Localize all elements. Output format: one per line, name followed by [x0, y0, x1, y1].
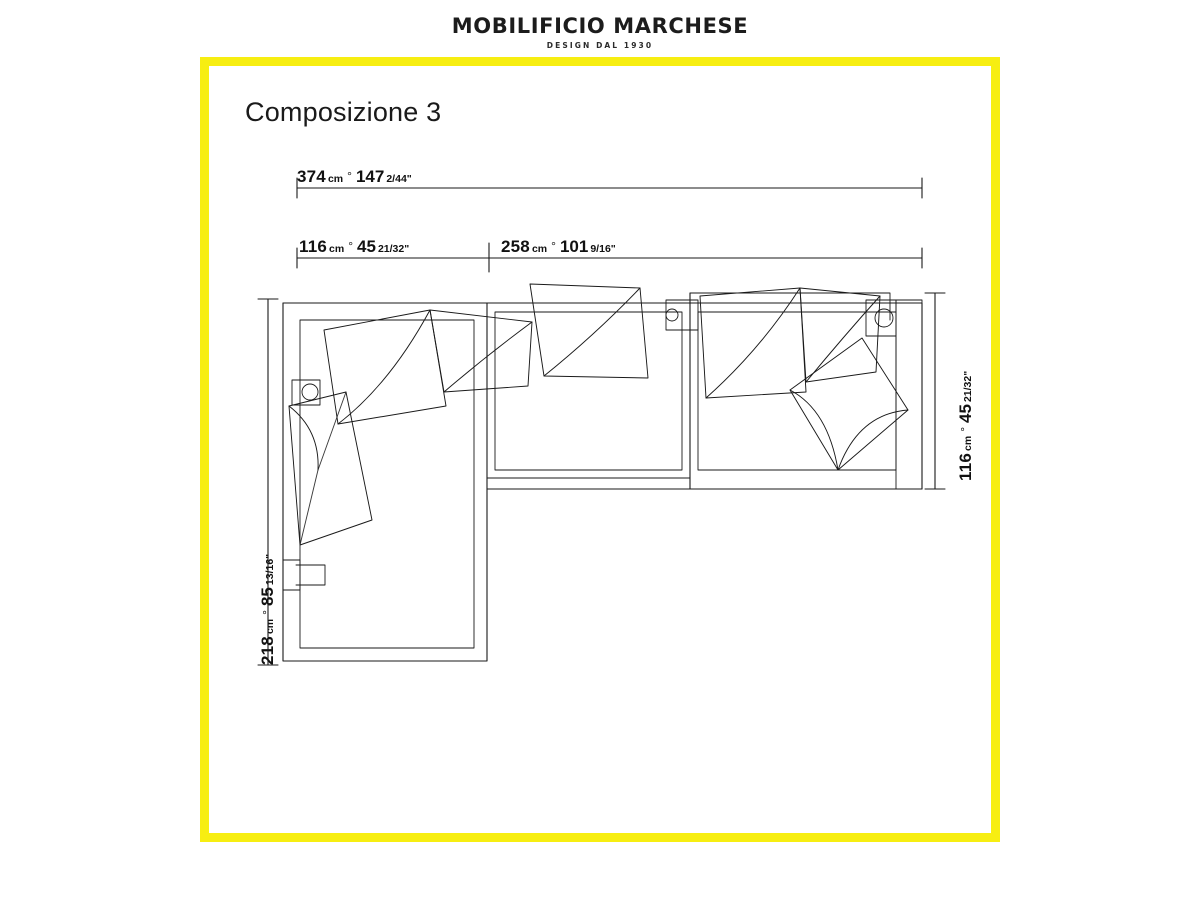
dimension-left-segment-separator: ° [348, 239, 354, 253]
dimension-right-segment-separator: ° [551, 239, 556, 253]
dimension-total-width [297, 167, 412, 187]
dimension-right-segment-in-fraction: 9/16" [590, 243, 616, 255]
dimension-total-width-cm: 374 [297, 167, 326, 186]
dimension-left-segment-cm: 116 [299, 237, 328, 256]
dimension-left-segment [299, 237, 409, 257]
dimension-total-width-in-fraction: 2/44" [386, 173, 412, 185]
dimension-right-segment-cm-unit: cm [531, 243, 548, 255]
page-title: Composizione 3 [245, 97, 442, 127]
dimension-left-depth-in-fraction: 13/16" [264, 553, 276, 586]
dimension-left-depth-cm-unit: cm [264, 618, 276, 635]
dimension-total-width-cm-unit: cm [327, 173, 344, 185]
dimension-right-segment [501, 237, 616, 257]
dimension-right-depth-cm-unit: cm [962, 435, 974, 451]
dimension-left-depth-separator: ° [260, 610, 274, 615]
dimension-right-depth-cm: 116 [956, 452, 975, 481]
dimension-left-segment-in-fraction: 21/32" [377, 243, 410, 255]
dimension-left-depth-cm: 218 [258, 636, 277, 665]
dimension-left-segment-cm-unit: cm [329, 243, 345, 255]
dimension-left-segment-in: 45 [357, 237, 376, 256]
brand-tagline: DESIGN DAL 1930 [546, 41, 654, 50]
dimension-right-depth-in: 45 [956, 404, 975, 423]
dimension-right-depth [956, 371, 976, 481]
dimension-right-depth-separator: ° [958, 426, 972, 432]
dimension-right-segment-cm: 258 [501, 237, 530, 256]
dimension-right-depth-in-fraction: 21/32" [962, 370, 974, 403]
brand-name: MOBILIFICIO MARCHESE [451, 14, 749, 38]
dimension-right-segment-in: 101 [559, 237, 589, 256]
dimension-total-width-in: 147 [355, 167, 385, 186]
brand-header [0, 14, 1200, 50]
dimension-left-depth [258, 554, 278, 665]
dimension-left-depth-in: 85 [258, 587, 277, 607]
dimension-total-width-separator: ° [347, 169, 352, 183]
